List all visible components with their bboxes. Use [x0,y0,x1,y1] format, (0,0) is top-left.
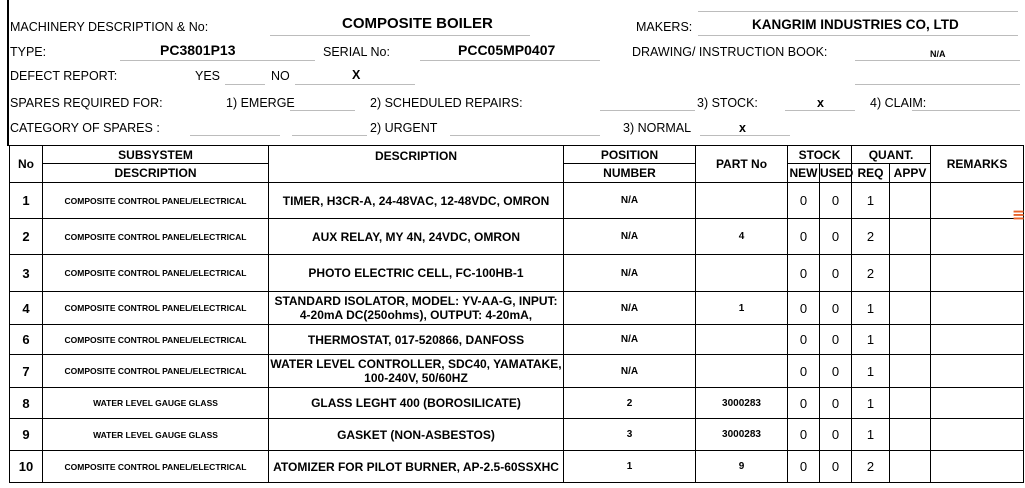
spares-opt3: 3) STOCK: [697,96,758,110]
underline [270,35,530,36]
col-header-remarks: REMARKS [931,146,1024,183]
position-cell: N/A [564,183,696,219]
part-no-cell [696,355,788,388]
position-cell: N/A [564,219,696,255]
underline [855,84,1020,85]
quant-appv-cell [890,219,931,255]
description-cell: WATER LEVEL CONTROLLER, SDC40, YAMATAKE, 100-240V, 50/60HZ [269,355,564,388]
part-no-cell: 1 [696,292,788,325]
remarks-cell [931,451,1024,483]
remarks-cell [931,419,1024,451]
col-header-subsystem-2: DESCRIPTION [43,164,269,183]
col-header-position: POSITION [564,146,696,164]
type-label: TYPE: [10,45,47,59]
defect-mark: X [352,68,361,82]
col-header-appv: APPV [890,164,931,183]
category-normal: 3) NORMAL [623,121,692,135]
stock-new-cell: 0 [788,451,820,483]
remarks-cell [931,183,1024,219]
row-number: 1 [10,183,43,219]
spares-table [9,145,1024,483]
spares-opt1: 1) EMERGE [226,96,295,110]
type-value: PC3801P13 [160,42,236,58]
table-row [10,388,1024,419]
stock-new-cell: 0 [788,292,820,325]
quant-req-cell: 2 [852,219,890,255]
quant-appv-cell [890,292,931,325]
row-number: 9 [10,419,43,451]
defect-no: NO [271,69,290,83]
quant-appv-cell [890,451,931,483]
description-cell: GLASS LEGHT 400 (BOROSILICATE) [269,388,564,419]
underline [295,84,415,85]
underline [700,135,790,136]
row-number: 8 [10,388,43,419]
description-cell: TIMER, H3CR-A, 24-48VAC, 12-48VDC, OMRON [269,183,564,219]
machinery-value: COMPOSITE BOILER [342,15,493,32]
quant-req-cell: 1 [852,325,890,355]
subsystem-cell: COMPOSITE CONTROL PANEL/ELECTRICAL [43,451,269,483]
stock-new-cell: 0 [788,419,820,451]
remarks-cell [931,255,1024,292]
quant-req-cell: 2 [852,255,890,292]
subsystem-cell: COMPOSITE CONTROL PANEL/ELECTRICAL [43,219,269,255]
underline [855,60,1020,61]
col-header-new: NEW [788,164,820,183]
quant-appv-cell [890,355,931,388]
stock-new-cell: 0 [788,325,820,355]
part-no-cell [696,183,788,219]
underline [225,84,265,85]
defect-label: DEFECT REPORT: [10,69,118,83]
description-cell: THERMOSTAT, 017-520866, DANFOSS [269,325,564,355]
col-header-part-no: PART No [696,146,788,183]
position-cell: N/A [564,355,696,388]
subsystem-cell: COMPOSITE CONTROL PANEL/ELECTRICAL [43,255,269,292]
underline [190,135,280,136]
col-header-subsystem: SUBSYSTEM [43,146,269,164]
part-no-cell: 3000283 [696,388,788,419]
description-cell: PHOTO ELECTRIC CELL, FC-100HB-1 [269,255,564,292]
stock-new-cell: 0 [788,388,820,419]
col-header-no: No [10,146,43,183]
subsystem-cell: COMPOSITE CONTROL PANEL/ELECTRICAL [43,355,269,388]
makers-value: KANGRIM INDUSTRIES CO, LTD [752,17,959,32]
underline [450,135,600,136]
col-header-position-2: NUMBER [564,164,696,183]
part-no-cell: 3000283 [696,419,788,451]
position-cell: 1 [564,451,696,483]
stock-used-cell: 0 [820,419,852,451]
stock-used-cell: 0 [820,255,852,292]
quant-req-cell: 1 [852,355,890,388]
col-header-description: DESCRIPTION [269,146,564,183]
table-body [10,183,1024,483]
part-no-cell: 4 [696,219,788,255]
col-header-quant: QUANT. [852,146,931,164]
stock-used-cell: 0 [820,451,852,483]
table-row [10,292,1024,325]
stock-used-cell: 0 [820,219,852,255]
quant-req-cell: 1 [852,292,890,325]
form-header [0,0,1024,146]
quant-req-cell: 1 [852,183,890,219]
table-row [10,219,1024,255]
position-cell: N/A [564,325,696,355]
quant-appv-cell [890,325,931,355]
underline [290,110,355,111]
spares-opt4: 4) CLAIM: [870,96,927,110]
subsystem-cell: COMPOSITE CONTROL PANEL/ELECTRICAL [43,325,269,355]
stock-new-cell: 0 [788,183,820,219]
quant-req-cell: 1 [852,419,890,451]
drawing-label: DRAWING/ INSTRUCTION BOOK: [632,45,828,59]
quant-appv-cell [890,183,931,219]
subsystem-cell: COMPOSITE CONTROL PANEL/ELECTRICAL [43,183,269,219]
serial-value: PCC05MP0407 [458,42,556,58]
position-cell: N/A [564,292,696,325]
drawing-value: N/A [930,49,946,59]
defect-yes: YES [195,69,221,83]
subsystem-cell: WATER LEVEL GAUGE GLASS [43,419,269,451]
part-no-cell [696,255,788,292]
stock-used-cell: 0 [820,388,852,419]
description-cell: STANDARD ISOLATOR, MODEL: YV-AA-G, INPUT: 4-20mA DC(250ohms), OUTPUT: 4-20mA, [269,292,564,325]
description-cell: AUX RELAY, MY 4N, 24VDC, OMRON [269,219,564,255]
quant-appv-cell [890,419,931,451]
table-row [10,419,1024,451]
subsystem-cell: WATER LEVEL GAUGE GLASS [43,388,269,419]
stock-used-cell: 0 [820,325,852,355]
remarks-cell [931,292,1024,325]
quant-appv-cell [890,388,931,419]
position-cell: 2 [564,388,696,419]
machinery-label: MACHINERY DESCRIPTION & No: [10,20,209,34]
row-number: 3 [10,255,43,292]
category-label: CATEGORY OF SPARES : [10,121,160,135]
table-row [10,355,1024,388]
underline [600,110,695,111]
row-number: 10 [10,451,43,483]
category-urgent: 2) URGENT [370,121,438,135]
row-number: 4 [10,292,43,325]
underline [120,60,315,61]
col-header-used: USED [820,164,852,183]
underline [785,110,855,111]
quant-req-cell: 1 [852,388,890,419]
position-cell: N/A [564,255,696,292]
quant-appv-cell [890,255,931,292]
serial-label: SERIAL No: [323,45,390,59]
stock-new-cell: 0 [788,219,820,255]
position-cell: 3 [564,419,696,451]
description-cell: ATOMIZER FOR PILOT BURNER, AP-2.5-60SSXHC [269,451,564,483]
remarks-cell [931,355,1024,388]
col-header-req: REQ [852,164,890,183]
stock-used-cell: 0 [820,355,852,388]
table-row [10,255,1024,292]
underline [698,11,1018,12]
row-number: 7 [10,355,43,388]
part-no-cell [696,325,788,355]
table-row [10,451,1024,483]
row-number: 6 [10,325,43,355]
table-row [10,325,1024,355]
underline [912,110,1020,111]
spares-opt2: 2) SCHEDULED REPAIRS: [370,96,523,110]
stock-used-cell: 0 [820,183,852,219]
col-header-stock: STOCK [788,146,852,164]
row-number: 2 [10,219,43,255]
underline [698,35,1018,36]
makers-label: MAKERS: [636,20,693,34]
stock-new-cell: 0 [788,255,820,292]
quant-req-cell: 2 [852,451,890,483]
category-normal-mark: x [739,121,746,135]
spares-opt3-mark: x [817,96,824,110]
edit-badge-icon[interactable]: ≡ [1012,205,1025,224]
description-cell: GASKET (NON-ASBESTOS) [269,419,564,451]
underline [420,60,600,61]
remarks-cell [931,325,1024,355]
remarks-cell [931,388,1024,419]
underline [292,135,367,136]
remarks-cell [931,219,1024,255]
part-no-cell: 9 [696,451,788,483]
table-row [10,183,1024,219]
spares-label: SPARES REQUIRED FOR: [10,96,163,110]
subsystem-cell: COMPOSITE CONTROL PANEL/ELECTRICAL [43,292,269,325]
stock-used-cell: 0 [820,292,852,325]
stock-new-cell: 0 [788,355,820,388]
